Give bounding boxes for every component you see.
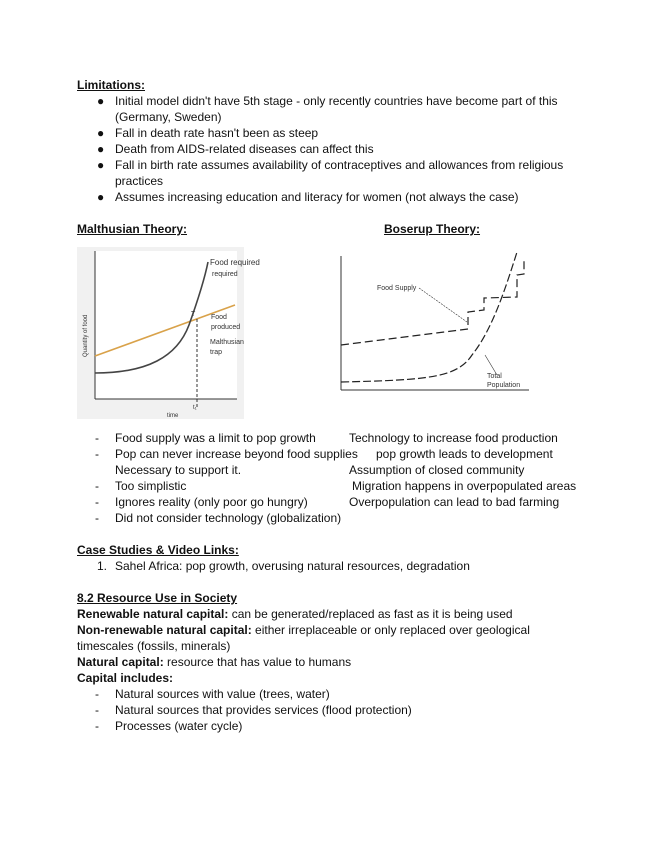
boserup-point: pop growth leads to development — [376, 447, 553, 461]
food-supply-line — [341, 260, 524, 345]
boserup-point: Assumption of closed community — [349, 463, 525, 477]
boserup-point: Migration happens in overpopulated areas — [352, 479, 577, 493]
list-item-cont: (Germany, Sweden) — [115, 110, 222, 124]
malthus-point: Too simplistic — [115, 479, 187, 493]
label-food-required: Food required — [210, 258, 260, 267]
list-item: Death from AIDS-related diseases can affect this — [115, 142, 374, 156]
case-study-item: Sahel Africa: pop growth, overusing natural resources, degradation — [115, 559, 470, 573]
boserup-diagram — [337, 250, 534, 398]
label-trap-2: trap — [210, 349, 223, 356]
nonrenewable-definition: Non-renewable natural capital: either irreplaceable or only replaced over geological — [77, 623, 530, 637]
boserup-heading: Boserup Theory: — [384, 222, 481, 236]
natural-capital-definition: Natural capital: resource that has value to humans — [77, 655, 352, 669]
y-label: Quantity of food — [83, 314, 89, 357]
malthus-point: Necessary to support it. — [115, 463, 242, 477]
list-number: 1. — [97, 559, 108, 573]
total-population-curve — [341, 252, 517, 382]
malthusian-diagram — [77, 247, 260, 419]
list-item: Natural sources that provides services (flood protection) — [115, 703, 412, 717]
document-page: Limitations: ● Initial model didn't have 5th stage - only recently countries have become part of this (Germany, Sweden) ● Fall in death rate hasn't been as steep ● Death from AIDS-related diseases can affect this ● Fall in birth rate assumes availability of contraceptives and allowances from religious practices ● Assumes increasing education and literacy for women (not always the case) Malthusian Theory: Boserup Theory: Food required required T Food produced Malthusian trap Quantity of food t₁ time Food Supply Total Population - Food supply was a limit to pop growth - Pop can never increase beyond food supplies Necessary to support it. - Too simplistic - Ignores reality (only poor go hungry) - Did not consider technology (globalization) Technology to increase food production pop growth leads to development Assumption of closed community Migration happens in overpopulated areas Overpopulation can lead to bad farming Case Studies & Video Links: 1. Sahel Africa: pop growth, overusing natural resources, degradation 8.2 Resource Use in Society Renewable natural capital: can be generated/replaced as fast as it is being used Non-renewable natural capital: either irreplaceable or only replaced over geological timescales (fossils, minerals) Natural capital: resource that has value to humans Capital includes: - Natural sources with value (trees, water) - Natural sources that provides services (flood protection) - Processes (water cycle) — [0, 0, 655, 848]
list-item: Fall in birth rate assumes availability of contraceptives and allowances from religious — [115, 158, 564, 172]
boserup-point: Technology to increase food production — [349, 431, 558, 445]
resource-heading: 8.2 Resource Use in Society — [77, 591, 238, 605]
list-item: Initial model didn't have 5th stage - only recently countries have become part of this — [115, 94, 558, 108]
label-food-supply: Food Supply — [377, 285, 417, 292]
malthus-point: Pop can never increase beyond food supplies — [115, 447, 358, 461]
list-item: Assumes increasing education and literacy for women (not always the case) — [115, 190, 519, 204]
malthus-point: Did not consider technology (globalization) — [115, 511, 342, 525]
capital-includes-heading: Capital includes: — [77, 671, 174, 685]
malthus-point: Ignores reality (only poor go hungry) — [115, 495, 308, 509]
malthus-point: Food supply was a limit to pop growth — [115, 431, 316, 445]
list-item: Natural sources with value (trees, water) — [115, 687, 330, 701]
case-studies-heading: Case Studies & Video Links: — [77, 543, 239, 557]
nonrenewable-definition-cont: timescales (fossils, minerals) — [77, 639, 231, 653]
label-population: Population — [487, 382, 521, 389]
list-item: Processes (water cycle) — [115, 719, 243, 733]
label-food-required-2: required — [212, 271, 238, 278]
label-t1: t₁ — [193, 405, 197, 411]
label-trap: Malthusian — [210, 339, 244, 346]
label-t: T — [191, 311, 196, 318]
label-total: Total — [487, 373, 502, 380]
malthusian-heading: Malthusian Theory: — [77, 222, 188, 236]
renewable-definition: Renewable natural capital: can be generated/replaced as fast as it is being used — [77, 607, 513, 621]
list-item-cont: practices — [115, 174, 164, 188]
boserup-point: Overpopulation can lead to bad farming — [349, 495, 560, 509]
limitations-heading: Limitations: — [77, 78, 145, 92]
label-food-produced-2: produced — [211, 324, 241, 331]
x-label: time — [167, 413, 179, 419]
label-food-produced: Food — [211, 314, 227, 321]
list-item: Fall in death rate hasn't been as steep — [115, 126, 319, 140]
